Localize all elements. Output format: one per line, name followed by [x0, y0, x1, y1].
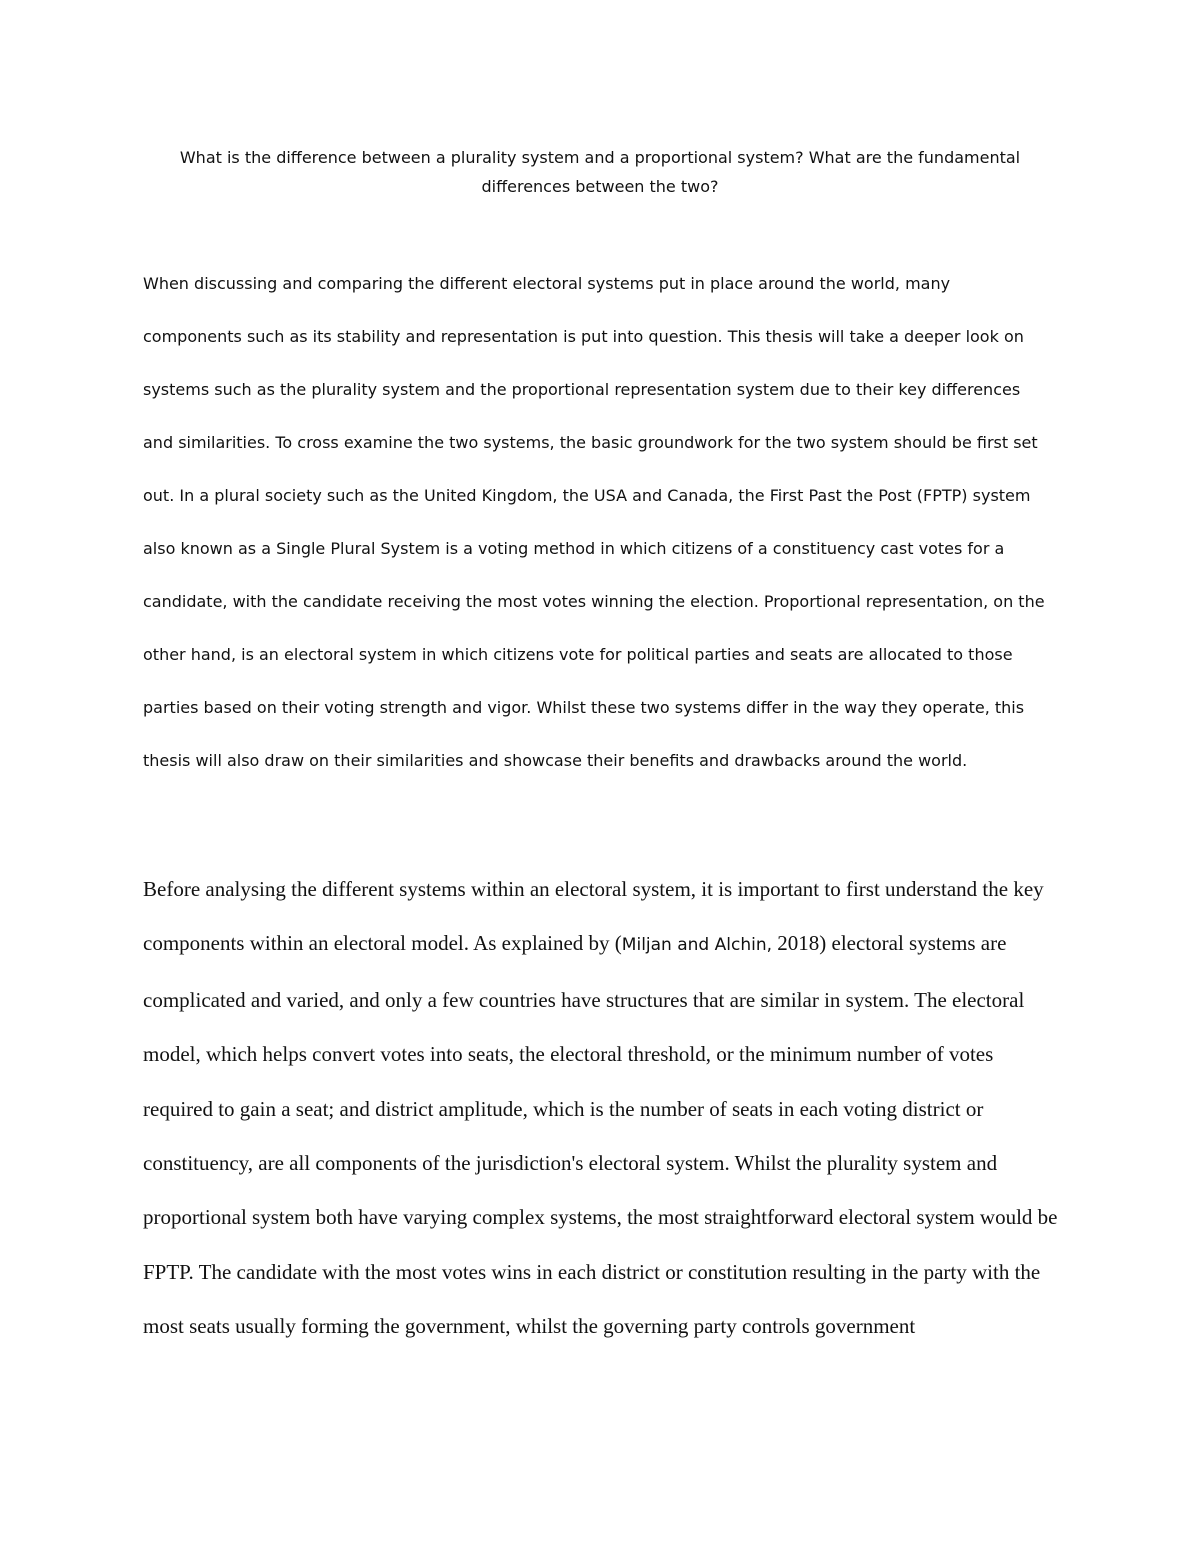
body-paragraph-1: When discussing and comparing the different electoral systems put in place around the world, many components such as its stability and representation is put into question. This thesis will take a deeper look on systems such as the plurality system and the proportional representation system due to their key differences and similarities. To cross examine the two systems, the basic groundwork for the two system should be first set out. In a plural society such as the United Kingdom, the USA and Canada, the First Past the Post (FPTP) system also known as a Single Plural System is a voting method in which citizens of a constituency cast votes for a candidate, with the candidate receiving the most votes winning the election. Proportional representation, on the other hand, is an electoral system in which citizens vote for political parties and seats are allocated to those parties based on their voting strength and vigor. Whilst these two systems differ in the way they operate, this thesis will also draw on their similarities and showcase their benefits and drawbacks around the world. — [143, 274, 1045, 770]
document-title: What is the difference between a plurality system and a proportional system? What are the fundamental differences between the two? — [179, 148, 1021, 196]
body-paragraph-2 — [143, 862, 1058, 1354]
paragraph-2-text-start: Before analysing the different systems within an electoral system, it is important to first understand the key components within an electoral model. As explained by ( — [143, 877, 1044, 956]
paragraph-2-text-rest: 2018) electoral systems are complicated and varied, and only a few countries have structures that are similar in system. The electoral model, which helps convert votes into seats, the electoral threshold, or the minimum number of votes required to gain a seat; and district amplitude, which is the number of seats in each voting district or constituency, are all components of the jurisdiction's electoral system. Whilst the plurality system and proportional system both have varying complex systems, the most straightforward electoral system would be FPTP. The candidate with the most votes wins in each district or constitution resulting in the party with the most seats usually forming the government, whilst the governing party controls government — [143, 931, 1058, 1339]
citation-authors: Miljan and Alchin, — [621, 935, 772, 956]
